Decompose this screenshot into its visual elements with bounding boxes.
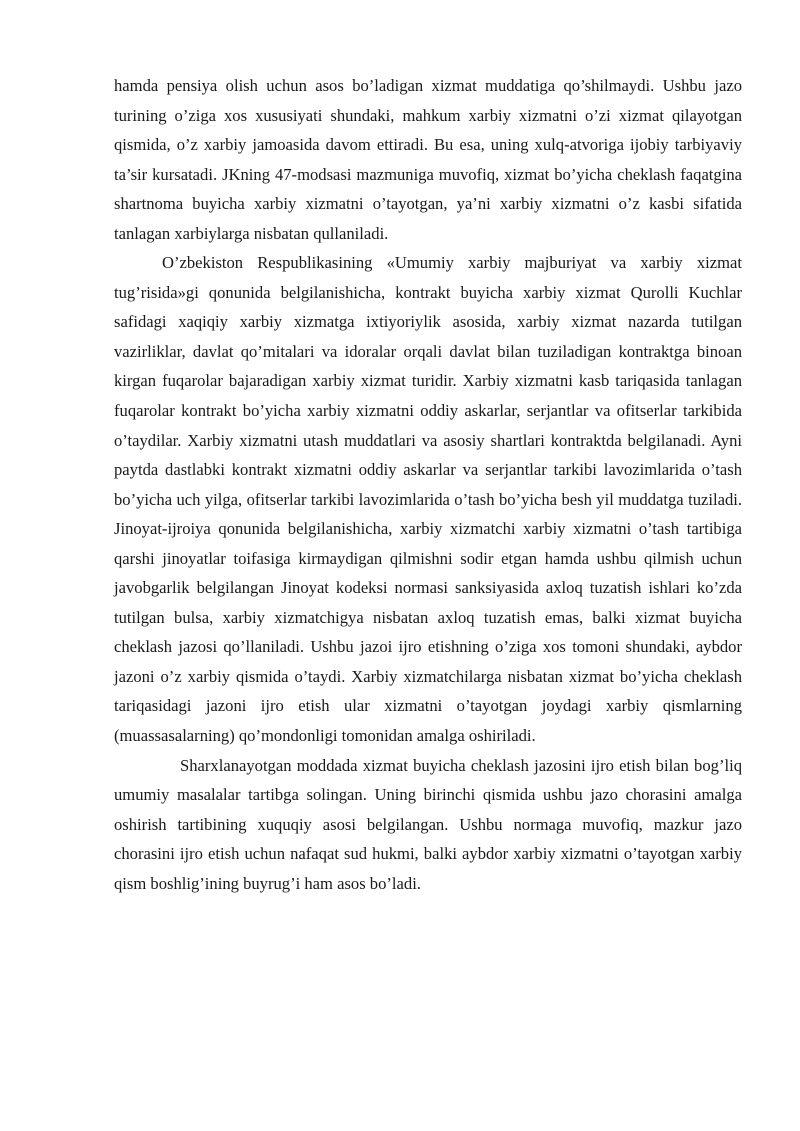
paragraph-3: Sharxlanayotgan moddada xizmat buyicha cheklash jazosini ijro etish bilan bog’liq umumiy masalalar tartibga solingan. Uning birinchi qismida ushbu jazo chorasini amalga oshirish tartibining xuquqiy asosi belgilangan. Ushbu normaga muvofiq, mazkur jazo chorasini ijro etish uchun nafaqat sud hukmi, balki aybdor xarbiy xizmatni o’tayotgan xarbiy qism boshlig’ining buyrug’i ham asos bo’ladi. xyxy=(114,755,742,893)
paragraph-1: hamda pensiya olish uchun asos bo’ladigan xizmat muddatiga qo’shilmaydi. Ushbu jazo turining o’ziga xos xususiyati shundaki, mahkum xarbiy xizmatni o’zi xizmat qilayotgan qismida, o’z xarbiy jamoasida davom ettiradi. Bu esa, uning xulq-atvoriga ijobiy tarbiyaviy ta’sir kursatadi. JKning 47-modsasi mazmuniga muvofiq, xizmat bo’yicha cheklash faqatgina shartnoma buyicha xarbiy xizmatni o’tayotgan, ya’ni xarbiy xizmatni o’z kasbi sifatida tanlagan xarbiylarga nisbatan qullaniladi. xyxy=(114,76,742,243)
paragraph-2: O’zbekiston Respublikasining «Umumiy xarbiy majburiyat va xarbiy xizmat tug’risida»gi qonunida belgilanishicha, kontrakt buyicha xarbiy xizmat Qurolli Kuchlar safidagi xaqiqiy xarbiy xizmatga ixtiyoriylik asosida, xarbiy xizmat nazarda tutilgan vazirliklar, davlat qo’mitalari va idoralar orqali davlat bilan tuziladigan kontraktga binoan kirgan fuqarolar bajaradigan xarbiy xizmat turidir. Xarbiy xizmatni kasb tariqasida tanlagan fuqarolar kontrakt bo’yicha xarbiy xizmatni oddiy askarlar, serjantlar va ofitserlar tarkibida o’taydilar. Xarbiy xizmatni utash muddatlari va asosiy shartlari kontraktda belgilanadi. Ayni paytda dastlabki kontrakt xizmatni oddiy askarlar va serjantlar tarkibi lavozimlarida o’tash bo’yicha uch yilga, ofitserlar tarkibi lavozimlarida o’tash bo’yicha besh yil muddatga tuziladi. Jinoyat-ijroiya qonunida belgilanishicha, xarbiy xizmatchi xarbiy xizmatni o’tash tartibiga qarshi jinoyatlar toifasiga kirmaydigan qilmishni sodir etgan hamda ushbu qilmish uchun javobgarlik belgilangan Jinoyat kodeksi normasi sanksiyasida axloq tuzatish ishlari ko’zda tutilgan bulsa, xarbiy xizmatchigya nisbatan axloq tuzatish emas, balki xizmat buyicha cheklash jazosi qo’llaniladi. Ushbu jazoi ijro etishning o’ziga xos tomoni shundaki, aybdor jazoni o’z xarbiy qismida o’taydi. Xarbiy xizmatchilarga nisbatan xizmat bo’yicha cheklash tariqasidagi jazoni ijro etish ular xizmatni o’tayotgan joydagi xarbiy qismlarning (muassasalarning) qo’mondonligi tomonidan amalga oshiriladi. xyxy=(114,253,742,746)
document-body xyxy=(114,71,742,898)
